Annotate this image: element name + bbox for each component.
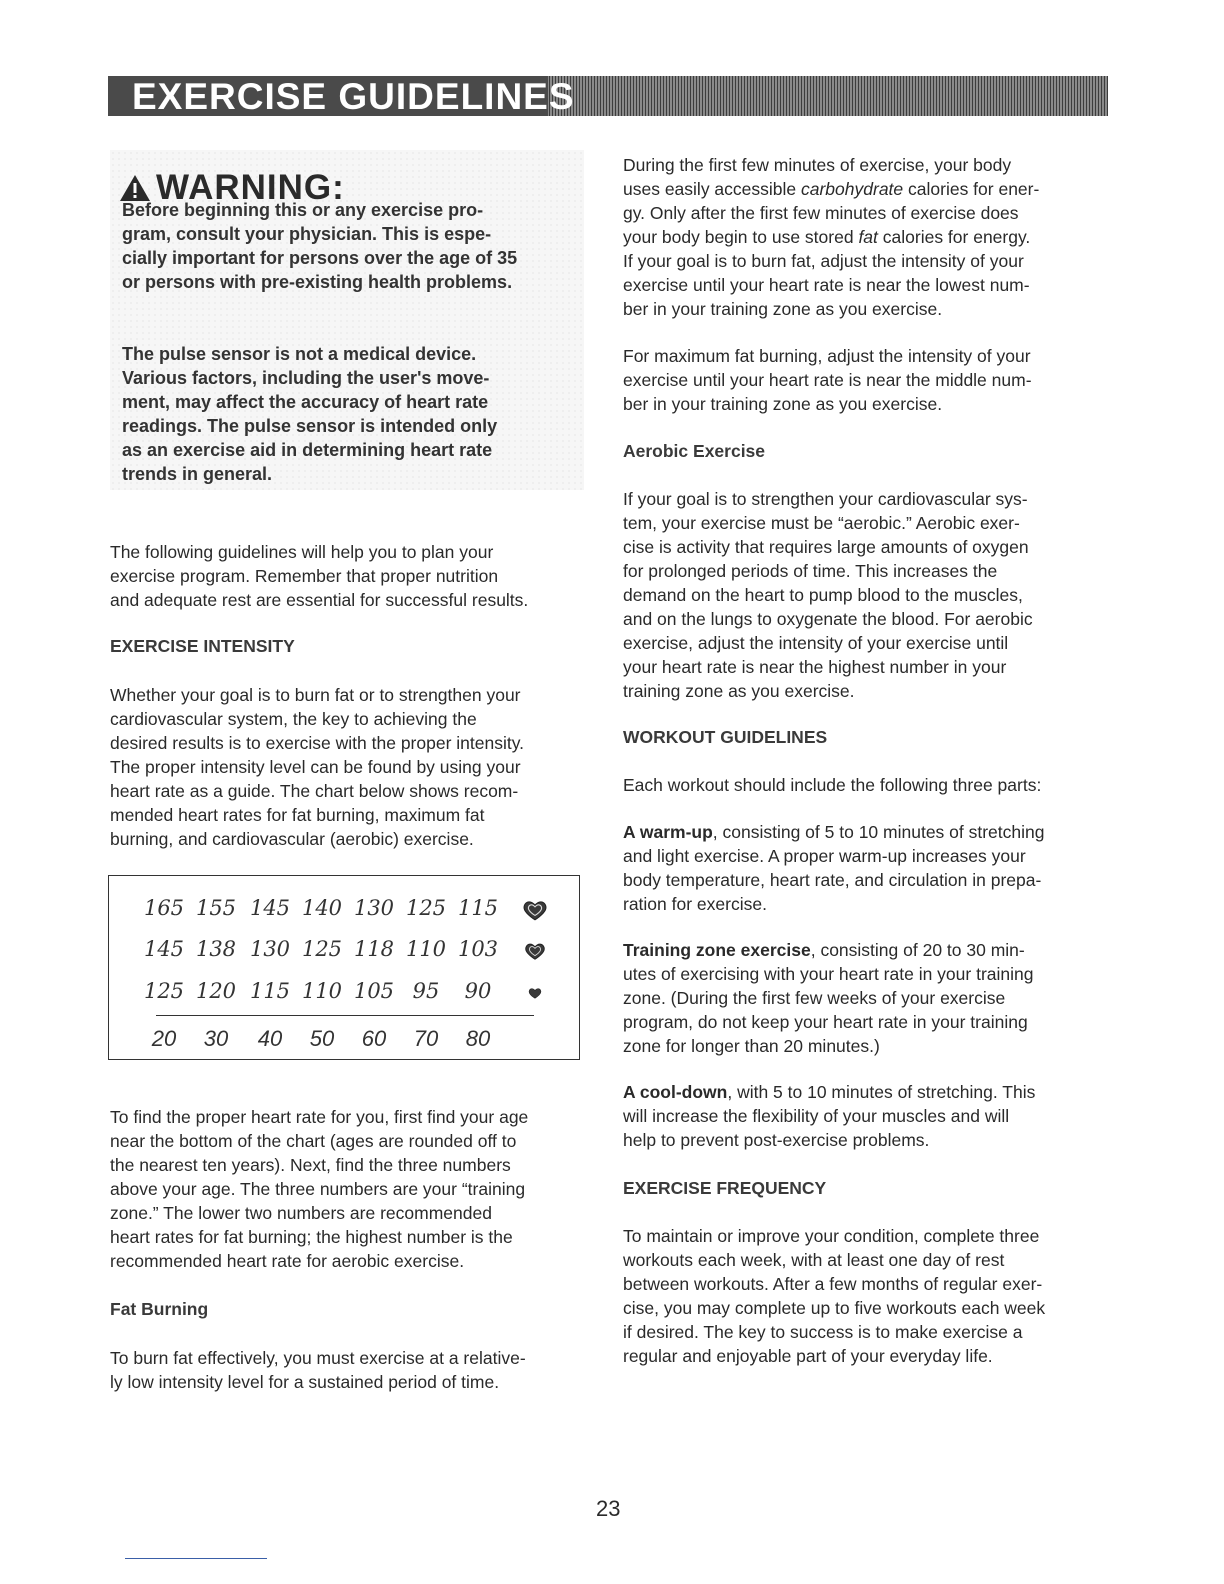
text-line: If your goal is to strengthen your cardiovascular sys- (623, 489, 1028, 509)
heart-icon (528, 986, 542, 1000)
chart-value: 120 (195, 979, 237, 1003)
chart-value: 90 (464, 979, 492, 1003)
text-line: tem, your exercise must be “aerobic.” Aerobic exer- (623, 513, 1020, 533)
fat-paragraph (110, 1346, 590, 1394)
text-line: Each workout should include the following three parts: (623, 775, 1042, 795)
text-line: If your goal is to burn fat, adjust the intensity of your (623, 251, 1024, 271)
text-line: During the first few minutes of exercise, your body (623, 155, 1012, 175)
text-line: cardiovascular system, the key to achieving the (110, 709, 477, 729)
find-rate-paragraph (110, 1105, 590, 1273)
text-line: To burn fat effectively, you must exercise at a relative- (110, 1348, 526, 1368)
text-line: training zone as you exercise. (623, 681, 855, 701)
text-line: burning, and cardiovascular (aerobic) exercise. (110, 829, 474, 849)
heart-rate-chart (108, 875, 580, 1060)
heart-icon (524, 940, 546, 962)
text-line: For maximum fat burning, adjust the intensity of your (623, 346, 1031, 366)
text-line: heart rates for fat burning; the highest number is the (110, 1227, 513, 1247)
text-line: cise, you may complete up to five workouts each week (623, 1298, 1046, 1318)
section-banner (108, 76, 1108, 116)
warning-line: ment, may affect the accuracy of heart rate (122, 392, 489, 412)
text-line: ration for exercise. (623, 894, 767, 914)
chart-age-label: 30 (203, 1026, 229, 1051)
text-line: To maintain or improve your condition, complete three (623, 1226, 1040, 1246)
text-line: A warm-up, consisting of 5 to 10 minutes of stretching (623, 822, 1045, 842)
warning-paragraph-2 (122, 342, 572, 486)
text-line: A cool-down, with 5 to 10 minutes of stretching. This (623, 1082, 1036, 1102)
text-line: zone. (During the first few weeks of your exercise (623, 988, 1006, 1008)
chart-value: 105 (353, 979, 395, 1003)
chart-value: 103 (457, 937, 499, 961)
section-title: EXERCISE GUIDELINES (132, 76, 575, 116)
text-line: for prolonged periods of time. This increases the (623, 561, 998, 581)
chart-value: 125 (405, 896, 447, 920)
chart-value: 95 (412, 979, 440, 1003)
chart-age-label: 40 (257, 1026, 283, 1051)
text-line: ber in your training zone as you exercise. (623, 299, 943, 319)
warning-line: trends in general. (122, 464, 273, 484)
aerobic-paragraph (623, 487, 1103, 703)
text-line: Whether your goal is to burn fat or to strengthen your (110, 685, 521, 705)
chart-value: 110 (405, 937, 447, 961)
text-line: The following guidelines will help you to plan your (110, 542, 494, 562)
text-line: exercise program. Remember that proper nutrition (110, 566, 499, 586)
text-line: desired results is to exercise with the proper intensity. (110, 733, 525, 753)
chart-value: 118 (353, 937, 395, 961)
chart-value: 165 (143, 896, 185, 920)
chart-age-label: 60 (361, 1026, 387, 1051)
text-line: gy. Only after the first few minutes of exercise does (623, 203, 1019, 223)
text-line: zone.” The lower two numbers are recommended (110, 1203, 492, 1223)
text-line: will increase the flexibility of your muscles and will (623, 1106, 1010, 1126)
chart-age-label: 50 (309, 1026, 335, 1051)
text-line: regular and enjoyable part of your everyday life. (623, 1346, 993, 1366)
chart-age-label: 70 (413, 1026, 439, 1051)
chart-row-fat-burning (109, 979, 579, 1009)
warning-line: The pulse sensor is not a medical device. (122, 344, 477, 364)
text-line: above your age. The three numbers are your “training (110, 1179, 526, 1199)
warning-title-text: WARNING: (156, 168, 345, 207)
chart-value: 155 (195, 896, 237, 920)
warning-line: Before beginning this or any exercise pro- (122, 200, 484, 220)
text-line: near the bottom of the chart (ages are rounded off to (110, 1131, 517, 1151)
warning-line: cially important for persons over the age of 35 (122, 248, 518, 268)
text-line: your body begin to use stored fat calories for energy. (623, 227, 1031, 247)
heart-icon (522, 897, 548, 923)
text-line: zone for longer than 20 minutes.) (623, 1036, 880, 1056)
text-line: your heart rate is near the highest number in your (623, 657, 1007, 677)
chart-value: 145 (143, 937, 185, 961)
text-line: and on the lungs to oxygenate the blood. For aerobic (623, 609, 1033, 629)
text-line: body temperature, heart rate, and circulation in prepa- (623, 870, 1042, 890)
heading-exercise-frequency: EXERCISE FREQUENCY (623, 1178, 827, 1198)
chart-value: 115 (457, 896, 499, 920)
text-line: recommended heart rate for aerobic exercise. (110, 1251, 465, 1271)
text-line: utes of exercising with your heart rate in your training (623, 964, 1034, 984)
chart-age-label: 20 (151, 1026, 177, 1051)
chart-value: 145 (249, 896, 291, 920)
text-line: help to prevent post-exercise problems. (623, 1130, 930, 1150)
chart-value: 115 (249, 979, 291, 1003)
chart-value: 125 (301, 937, 343, 961)
chart-row-ages (109, 1026, 579, 1056)
chart-value: 130 (249, 937, 291, 961)
text-line: cise is activity that requires large amounts of oxygen (623, 537, 1029, 557)
text-line: mended heart rates for fat burning, maximum fat (110, 805, 485, 825)
warning-line: Various factors, including the user's move- (122, 368, 490, 388)
warmup-paragraph (623, 820, 1103, 916)
page-number: 23 (596, 1496, 621, 1521)
text-line: heart rate as a guide. The chart below shows recom- (110, 781, 519, 801)
text-line: and light exercise. A proper warm-up increases your (623, 846, 1026, 866)
warning-line: gram, consult your physician. This is espe- (122, 224, 492, 244)
text-line: Training zone exercise, consisting of 20 to 30 min- (623, 940, 1025, 960)
chart-value: 110 (301, 979, 343, 1003)
chart-value: 125 (143, 979, 185, 1003)
heading-fat-burning: Fat Burning (110, 1299, 209, 1319)
text-line: between workouts. After a few months of regular exer- (623, 1274, 1043, 1294)
text-line: exercise, adjust the intensity of your exercise until (623, 633, 1009, 653)
workout-intro (623, 773, 1103, 797)
text-line: program, do not keep your heart rate in your training (623, 1012, 1028, 1032)
carbohydrate-paragraph (623, 153, 1103, 321)
heading-workout-guidelines: WORKOUT GUIDELINES (623, 727, 828, 747)
text-line: and adequate rest are essential for successful results. (110, 590, 529, 610)
text-line: ber in your training zone as you exercise. (623, 394, 943, 414)
text-line: the nearest ten years). Next, find the three numbers (110, 1155, 511, 1175)
text-line: exercise until your heart rate is near the middle num- (623, 370, 1032, 390)
text-line: demand on the heart to pump blood to the muscles, (623, 585, 1023, 605)
warning-line: readings. The pulse sensor is intended only (122, 416, 498, 436)
footer-rule (125, 1558, 267, 1559)
chart-value: 140 (301, 896, 343, 920)
chart-value: 138 (195, 937, 237, 961)
max-fat-paragraph (623, 344, 1103, 416)
chart-axis-line (156, 1015, 534, 1016)
text-line: workouts each week, with at least one day of rest (623, 1250, 1005, 1270)
intensity-paragraph (110, 683, 590, 851)
warning-paragraph-1 (122, 198, 572, 294)
text-line: ly low intensity level for a sustained period of time. (110, 1372, 500, 1392)
heading-exercise-intensity: EXERCISE INTENSITY (110, 636, 295, 656)
chart-value: 130 (353, 896, 395, 920)
text-line: The proper intensity level can be found by using your (110, 757, 521, 777)
warning-line: or persons with pre-existing health problems. (122, 272, 513, 292)
heading-aerobic-exercise: Aerobic Exercise (623, 441, 766, 461)
chart-row-maximum-fat-burning (109, 937, 579, 967)
chart-row-aerobic (109, 896, 579, 926)
cooldown-paragraph (623, 1080, 1103, 1152)
chart-age-label: 80 (465, 1026, 491, 1051)
text-line: uses easily accessible carbohydrate calories for ener- (623, 179, 1040, 199)
text-line: To find the proper heart rate for you, first find your age (110, 1107, 529, 1127)
warning-line: as an exercise aid in determining heart rate (122, 440, 493, 460)
text-line: exercise until your heart rate is near the lowest num- (623, 275, 1030, 295)
training-zone-paragraph (623, 938, 1103, 1058)
intro-paragraph (110, 540, 590, 612)
text-line: if desired. The key to success is to make exercise a (623, 1322, 1023, 1342)
frequency-paragraph (623, 1224, 1103, 1368)
